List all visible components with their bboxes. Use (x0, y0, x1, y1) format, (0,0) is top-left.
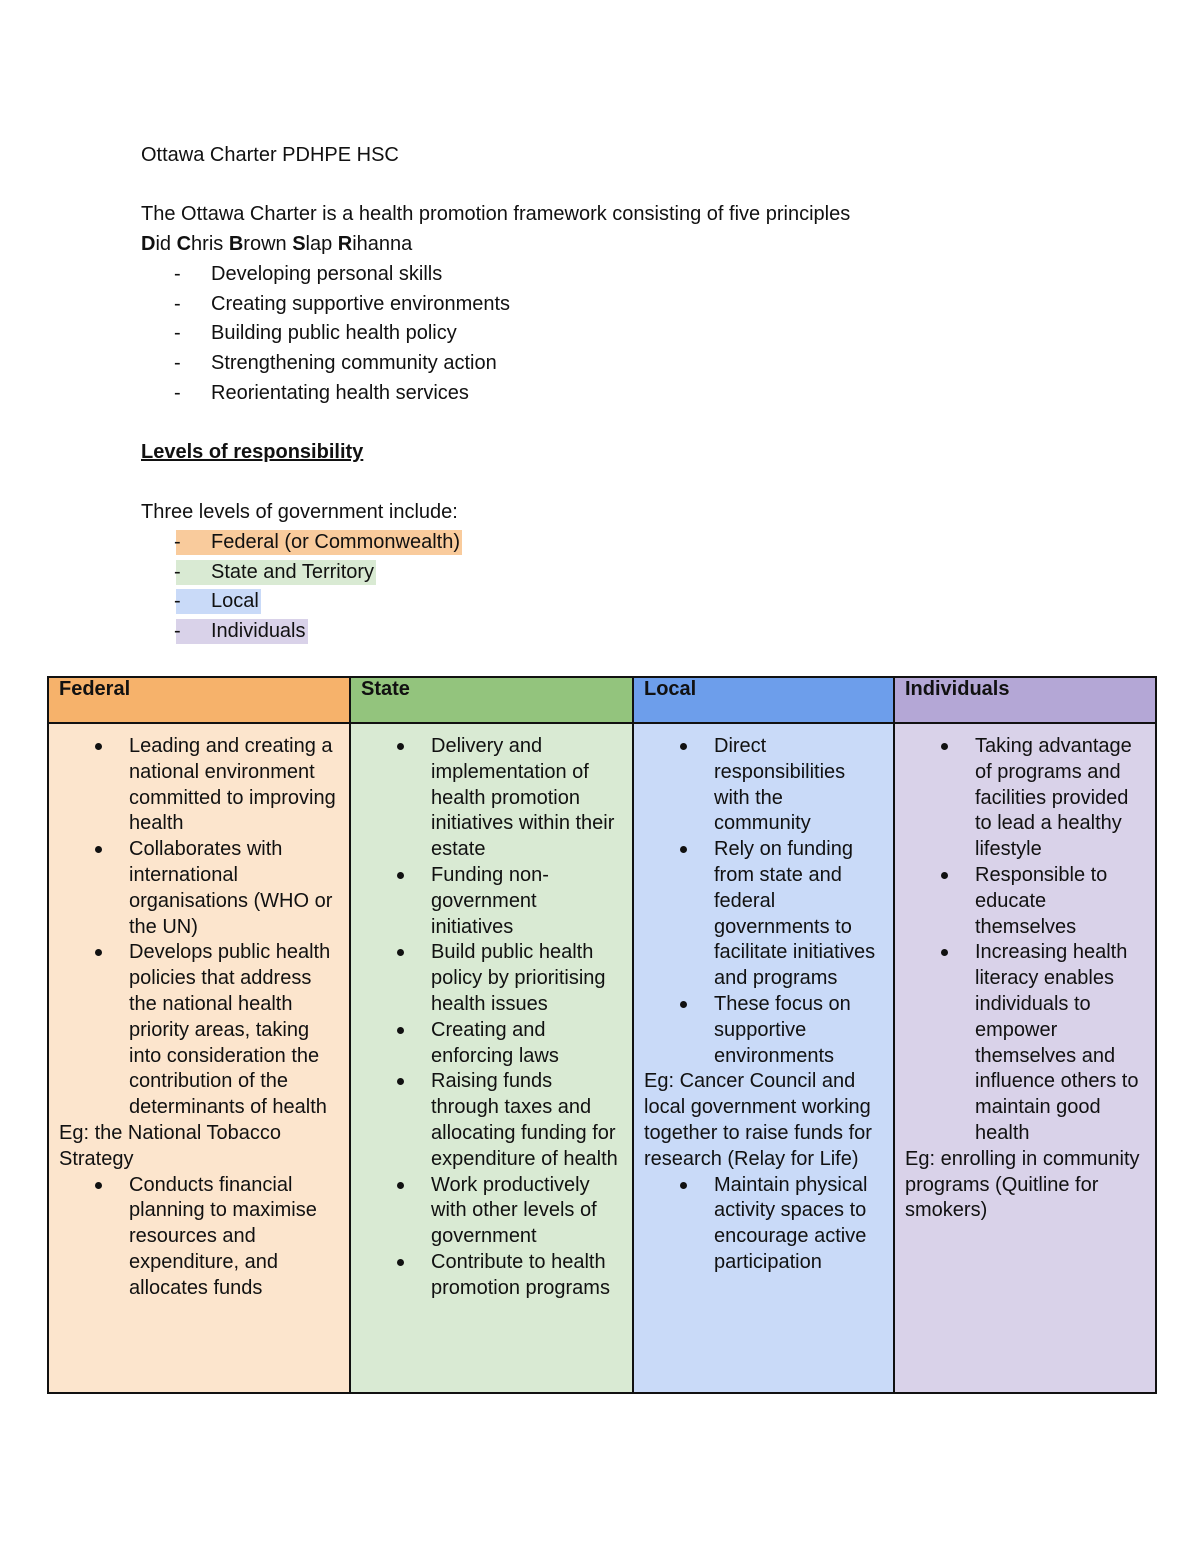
mnemonic-segment: C (176, 233, 192, 255)
column-header-individuals: Individuals (894, 677, 1156, 723)
dash-bullet: - (174, 352, 181, 375)
intro-text: The Ottawa Charter is a health promotion framework consisting of five principles (141, 203, 851, 225)
list-item: Responsible to educate themselves (975, 863, 1147, 940)
levels-intro-text: Three levels of government include: (141, 501, 458, 523)
list-item: Funding non-government initiatives (431, 863, 624, 940)
bullet-list (59, 1173, 341, 1302)
list-item: Taking advantage of programs and facilities provided to lead a healthy lifestyle (975, 734, 1147, 863)
bullet-list (59, 734, 341, 1121)
list-item: Direct responsibilities with the community (714, 734, 885, 837)
dash-bullet: - (174, 381, 181, 404)
column-header-state: State (350, 677, 633, 723)
bullet-list (905, 734, 1147, 1147)
list-item: Increasing health literacy enables individuals to empower themselves and influence others to maintain good health (975, 940, 1147, 1146)
federal-cell (48, 723, 350, 1393)
dash-bullet: - (174, 620, 181, 643)
bullet-list (361, 734, 624, 1302)
mnemonic-text (141, 231, 412, 257)
section-heading: Levels of responsibility (141, 441, 364, 463)
mnemonic-segment: lap (305, 233, 338, 255)
level-label: State and Territory (211, 560, 375, 583)
dash-bullet: - (174, 322, 181, 345)
principle-label: Reorientating health services (211, 381, 469, 404)
dash-bullet: - (174, 560, 181, 583)
column-header-federal: Federal (48, 677, 350, 723)
level-label: Federal (or Commonwealth) (211, 531, 460, 553)
example-text: Eg: enrolling in community programs (Quitline for smokers) (905, 1147, 1140, 1222)
list-item: Collaborates with international organisations (WHO or the UN) (129, 837, 341, 940)
level-label: Local (211, 590, 259, 613)
local-cell (633, 723, 894, 1393)
list-item: Maintain physical activity spaces to encourage active participation (714, 1173, 885, 1276)
state-cell (350, 723, 633, 1393)
dash-bullet: - (174, 590, 181, 613)
mnemonic-segment: rown (243, 233, 293, 255)
column-header-local: Local (633, 677, 894, 723)
example-text: Eg: Cancer Council and local government working together to raise funds for research (Relay for Life) (644, 1070, 872, 1170)
mnemonic-segment: D (141, 233, 156, 255)
list-item: These focus on supportive environments (714, 992, 885, 1069)
principle-label: Creating supportive environments (211, 292, 511, 315)
dash-bullet: - (174, 292, 181, 315)
principle-label: Developing personal skills (211, 263, 443, 285)
individuals-cell (894, 723, 1156, 1393)
list-item: Develops public health policies that address the national health priority areas, taking into consideration the contribution of the determinants of health (129, 940, 341, 1121)
mnemonic-segment: id (155, 233, 177, 255)
list-item: Work productively with other levels of government (431, 1173, 624, 1250)
mnemonic-segment: ihanna (352, 233, 413, 255)
list-item: Creating and enforcing laws (431, 1018, 624, 1070)
mnemonic-segment: B (228, 233, 244, 255)
table-row (48, 723, 1156, 1393)
principle-label: Strengthening community action (211, 352, 497, 375)
level-label: Individuals (211, 620, 306, 643)
bullet-list (644, 734, 885, 1069)
list-item: Conducts financial planning to maximise resources and expenditure, and allocates funds (129, 1173, 341, 1302)
mnemonic-segment: R (337, 233, 353, 255)
list-item: Leading and creating a national environment committed to improving health (129, 734, 341, 837)
list-item: Build public health policy by prioritising health issues (431, 940, 624, 1017)
mnemonic-segment: hris (191, 233, 229, 255)
table-header-row (48, 677, 1156, 723)
responsibility-table (47, 676, 1157, 1394)
dash-bullet: - (174, 531, 181, 553)
document-title: Ottawa Charter PDHPE HSC (141, 144, 399, 166)
principle-label: Building public health policy (211, 322, 457, 345)
list-item: Contribute to health promotion programs (431, 1250, 624, 1302)
example-text: Eg: the National Tobacco Strategy (59, 1121, 282, 1170)
dash-bullet: - (174, 263, 181, 285)
list-item: Rely on funding from state and federal governments to facilitate initiatives and programs (714, 837, 885, 992)
list-item: Delivery and implementation of health promotion initiatives within their estate (431, 734, 624, 863)
list-item: Raising funds through taxes and allocating funding for expenditure of health (431, 1069, 624, 1172)
mnemonic-segment: S (292, 233, 306, 255)
bullet-list (644, 1173, 885, 1276)
